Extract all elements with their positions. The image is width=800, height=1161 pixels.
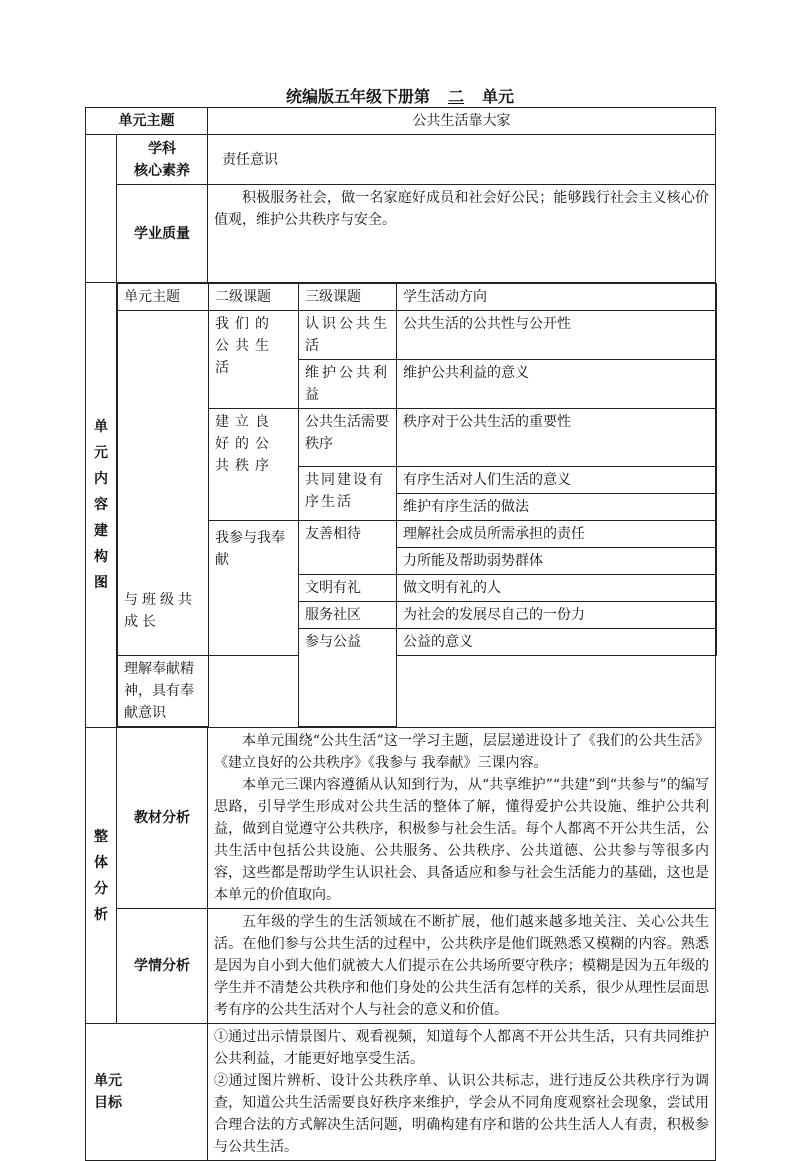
- goals-label: [86, 1024, 208, 1161]
- core-value: 责任意识: [208, 135, 716, 185]
- goals-label-line2: 目标: [94, 1095, 122, 1111]
- direction-3-4-2: 理解奉献精神，具有奉献意识: [118, 656, 209, 727]
- side-char: 析: [94, 906, 108, 923]
- lesson-2: 建立良好的公共秩序: [209, 409, 299, 521]
- goal-1: ①通过出示情景图片、观看视频，知道每个人都离不开公共生活，只有共同维护公共利益，才能更好地享受生活。: [214, 1029, 709, 1067]
- title-prefix: 统编版五年级下册第: [285, 87, 430, 106]
- direction-3-3-1: 为社会的发展尽自己的一份力: [397, 602, 717, 629]
- side-char: 整: [94, 828, 108, 845]
- direction-3-4-1: 公益的意义: [397, 629, 717, 656]
- theme-value: 公共生活靠大家: [208, 108, 716, 135]
- title-unit-number: 二: [447, 87, 464, 106]
- structure-grid: [117, 283, 717, 727]
- structure-row: [86, 283, 716, 728]
- header-unit-theme: 单元主题: [118, 284, 209, 311]
- side-char: 内: [94, 471, 108, 487]
- topic-3-3: 服务社区: [299, 602, 397, 629]
- quality-label: 学业质量: [117, 185, 208, 283]
- direction-2-1-1: 秩序对于公共生活的重要性: [397, 409, 717, 467]
- core-label: [117, 135, 208, 185]
- header-topic: 三级课题: [299, 284, 397, 311]
- topic-3-4: 参与公益: [299, 629, 397, 727]
- goals-row: [86, 1024, 716, 1161]
- blank-side-cell: [86, 135, 117, 283]
- topic-3-1: 友善相待: [299, 521, 397, 575]
- side-char: 建: [94, 523, 108, 539]
- textbook-row: [86, 728, 716, 909]
- core-label-line1: 学科: [148, 140, 176, 157]
- structure-side-label: [86, 283, 117, 728]
- title-suffix: 单元: [482, 87, 515, 106]
- direction-1-1-1: 公共生活的公共性与公开性: [397, 311, 717, 360]
- topic-3-2: 文明有礼: [299, 575, 397, 602]
- header-lesson: 二级课题: [209, 284, 299, 311]
- header-direction: 学生活动方向: [397, 284, 717, 311]
- side-char: 容: [94, 497, 108, 513]
- side-char: 图: [94, 575, 108, 591]
- topic-2-2: 共同建设有序生活: [299, 467, 397, 521]
- students-para-1: 五年级的学生的生活领域在不断扩展，他们越来越多地关注、关心公共生活。在他们参与公共生活的过程中，公共秩序是他们既熟悉又模糊的内容。熟悉是因为自小到大他们就被大人们提示在公共场所要守秩序；模糊是因为五年级的学生并不清楚公共秩序和他们身处的公共生活有怎样的关系，很少从理性层面思考有序的公共生活对个人与社会的意义和价值。: [214, 914, 709, 1018]
- direction-2-2-1: 有序生活对人们生活的意义: [397, 467, 717, 494]
- direction-3-2-1: 做文明有礼的人: [397, 575, 717, 602]
- direction-3-1-2: 力所能及帮助弱势群体: [397, 548, 717, 575]
- structure-row-1: [118, 311, 717, 360]
- side-char: 分: [94, 880, 108, 897]
- core-row: [86, 135, 716, 185]
- structure-grid-cell: [117, 283, 716, 728]
- structure-header-row: [118, 284, 717, 311]
- direction-1-2-1: 维护公共利益的意义: [397, 360, 717, 409]
- side-char: 体: [94, 854, 108, 871]
- goal-2: ②通过图片辨析、设计公共秩序单、认识公共标志，进行违反公共秩序行为调查，知道公共生活需要良好秩序来维护，学会从不同角度观察社会现象，尝试用合理合法的方式解决生活问题，明确构建有序和谐的公共生活人人有责，积极参与公共生活。: [214, 1073, 709, 1155]
- students-content: [208, 909, 716, 1024]
- direction-3-1-1: 理解社会成员所需承担的责任: [397, 521, 717, 548]
- lesson-3: 我参与我奉献: [209, 521, 299, 656]
- textbook-content: [208, 728, 716, 909]
- topic-1-2: 维护公共利益: [299, 360, 397, 409]
- lesson-1: 我们的公共生活: [209, 311, 299, 409]
- textbook-para-1: 本单元围绕“公共生活”这一学习主题，层层递进设计了《我们的公共生活》《建立良好的公共秩序》《我参与 我奉献》三课内容。: [214, 733, 709, 771]
- side-char: 元: [94, 445, 108, 461]
- topic-1-1: 认识公共生活: [299, 311, 397, 360]
- structure-row-11: [118, 656, 717, 727]
- unit-theme-cell: 与班级共成长: [118, 311, 209, 656]
- goals-content: [208, 1024, 716, 1161]
- side-char: 构: [94, 549, 108, 565]
- quality-value: 积极服务社会，做一名家庭好成员和社会好公民；能够践行社会主义核心价值观，维护公共秩序与安全。: [208, 185, 716, 283]
- side-char: 单: [94, 419, 108, 435]
- page-title: [0, 84, 800, 107]
- goals-label-line1: 单元: [94, 1073, 122, 1089]
- unit-plan-table: [85, 107, 716, 1161]
- students-row: [86, 909, 716, 1024]
- direction-2-2-2: 维护有序生活的做法: [397, 494, 717, 521]
- overall-side-label: [86, 728, 117, 1024]
- topic-2-1: 公共生活需要秩序: [299, 409, 397, 467]
- theme-row: [86, 108, 716, 135]
- textbook-label: 教材分析: [117, 728, 208, 909]
- textbook-para-2: 本单元三课内容遵循从认知到行为，从“共享维护”“共建”到“共参与”的编写思路，引导学生形成对公共生活的整体了解，懂得爱护公共设施、维护公共利益，做到自觉遵守公共秩序，积极参与社会生活。每个人都离不开公共生活，公共生活中包括公共设施、公共服务、公共秩序、公共道德、公共参与等很多内容，这些都是帮助学生认识社会、具备适应和参与社会生活能力的基础，这也是本单元的价值取向。: [214, 777, 709, 903]
- core-label-line2: 核心素养: [134, 162, 190, 179]
- theme-label: 单元主题: [86, 108, 208, 135]
- quality-row: [86, 185, 716, 283]
- students-label: 学情分析: [117, 909, 208, 1024]
